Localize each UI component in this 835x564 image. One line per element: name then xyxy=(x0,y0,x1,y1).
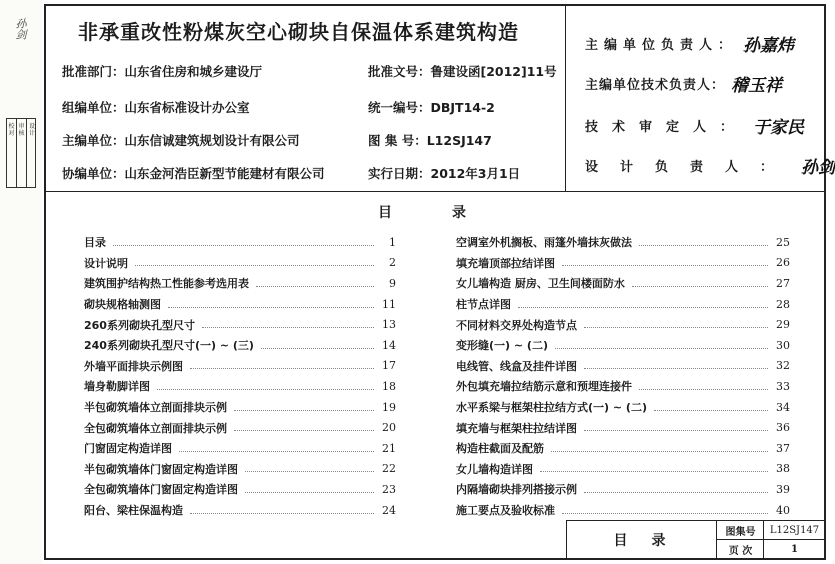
toc-item-title: 水平系梁与框架柱拉结方式(一) ~ (二) xyxy=(456,399,650,415)
toc-heading: 目录 xyxy=(378,205,526,221)
title-block-name: 目录 xyxy=(567,521,717,558)
toc-item[interactable] xyxy=(456,253,790,274)
toc-item-title: 墙身勒脚详图 xyxy=(84,378,153,394)
toc-leader xyxy=(256,286,374,287)
toc-item-page: 36 xyxy=(776,421,790,435)
atlas-number: 图 集 号：L12SJ147 xyxy=(368,133,492,148)
toc-item-page: 32 xyxy=(776,359,790,373)
toc-leader xyxy=(654,410,768,411)
toc-item-title: 电线管、线盒及挂件详图 xyxy=(456,358,580,374)
toc-item-title: 设计说明 xyxy=(84,255,131,271)
toc-item-title: 半包砌筑墙体立剖面排块示例 xyxy=(84,399,230,415)
toc-leader xyxy=(157,389,374,390)
toc-item[interactable] xyxy=(84,376,396,397)
toc-item-page: 20 xyxy=(382,421,396,435)
toc-item[interactable] xyxy=(84,335,396,356)
toc-item-page: 33 xyxy=(776,379,790,393)
responsible-label: 主编单位技术负责人： xyxy=(585,77,726,93)
toc-leader xyxy=(584,492,768,493)
toc-item-title: 女儿墙构造详图 xyxy=(456,461,536,477)
toc-item[interactable] xyxy=(456,356,790,377)
binding-cell-design: 设计 xyxy=(28,123,35,137)
toc-leader xyxy=(632,286,768,287)
toc-item-page: 38 xyxy=(776,462,790,476)
toc-item[interactable] xyxy=(456,376,790,397)
toc-leader xyxy=(234,410,374,411)
responsible-signature: 孙嘉炜 xyxy=(743,35,795,56)
toc-item-page: 22 xyxy=(382,462,396,476)
toc-item-page: 2 xyxy=(389,256,396,270)
toc-item[interactable] xyxy=(456,294,790,315)
toc-item[interactable] xyxy=(456,459,790,480)
toc-leader xyxy=(113,245,374,246)
toc-item-page: 40 xyxy=(776,503,790,517)
binding-cell-review: 审核 xyxy=(17,119,27,187)
toc-item[interactable] xyxy=(84,438,396,459)
toc-leader xyxy=(190,513,374,514)
toc-item-page: 17 xyxy=(382,359,396,373)
toc-item-page: 30 xyxy=(776,338,790,352)
toc-item[interactable] xyxy=(456,479,790,500)
toc-leader xyxy=(190,368,374,369)
toc-item[interactable] xyxy=(456,438,790,459)
toc-leader xyxy=(518,307,768,308)
toc-left-column xyxy=(84,232,396,520)
toc-item-page: 9 xyxy=(389,276,396,290)
toc-leader xyxy=(261,348,374,349)
toc-item-title: 内隔墙砌块排列搭接示例 xyxy=(456,481,580,497)
header-info xyxy=(46,6,566,192)
responsible-signature: 于家民 xyxy=(753,117,805,138)
toc-item-title: 全包砌筑墙体门窗固定构造详图 xyxy=(84,481,241,497)
toc-leader xyxy=(584,430,768,431)
toc-item-title: 砌块规格轴测图 xyxy=(84,296,164,312)
toc-item-title: 空调室外机搁板、雨篷外墙抹灰做法 xyxy=(456,234,635,250)
toc-item-title: 填充墙与框架柱拉结详图 xyxy=(456,420,580,436)
toc-leader xyxy=(639,389,768,390)
chief-unit: 主编单位：山东信诚建筑规划设计有限公司 xyxy=(62,133,300,148)
toc-item[interactable] xyxy=(84,479,396,500)
toc-item[interactable] xyxy=(84,232,396,253)
org-unit: 组编单位：山东省标准设计办公室 xyxy=(62,100,250,115)
approval-dept: 批准部门：山东省住房和城乡建设厅 xyxy=(62,64,263,79)
toc-item-title: 全包砌筑墙体立剖面排块示例 xyxy=(84,420,230,436)
binding-signature: 孙剑 xyxy=(14,18,27,40)
toc-leader xyxy=(551,451,768,452)
responsible-signature: 孙剑 xyxy=(801,157,835,178)
toc-leader xyxy=(245,471,374,472)
toc-item-page: 39 xyxy=(776,482,790,496)
responsible-signature: 稽玉祥 xyxy=(731,75,783,96)
toc-item[interactable] xyxy=(456,232,790,253)
toc-item-page: 24 xyxy=(382,503,396,517)
responsible-row xyxy=(585,110,804,140)
toc-leader xyxy=(562,265,768,266)
toc-item-page: 13 xyxy=(382,318,396,332)
drawing-frame xyxy=(44,4,835,560)
toc-item-title: 260系列砌块孔型尺寸 xyxy=(84,317,198,333)
toc-item-title: 施工要点及验收标准 xyxy=(456,502,558,518)
unified-number: 统一编号：DBJT14-2 xyxy=(368,100,495,115)
toc-item-page: 34 xyxy=(776,400,790,414)
atlas-number-value: L12SJ147 xyxy=(769,524,820,536)
toc-item-title: 目录 xyxy=(84,234,109,250)
toc-leader xyxy=(234,430,374,431)
title-block xyxy=(566,520,824,558)
toc-item[interactable] xyxy=(456,417,790,438)
toc-leader xyxy=(135,265,374,266)
toc-leader xyxy=(245,492,374,493)
toc-item-title: 女儿墙构造 厨房、卫生间楼面防水 xyxy=(456,275,628,291)
toc-item-page: 37 xyxy=(776,441,790,455)
responsible-row xyxy=(585,28,794,58)
responsible-label: 主编单位负责人： xyxy=(585,37,738,53)
toc-item-page: 1 xyxy=(389,235,396,249)
toc-item-page: 25 xyxy=(776,235,790,249)
binding-cell-check: 校对 xyxy=(7,119,17,187)
toc-item[interactable] xyxy=(456,397,790,418)
responsible-row xyxy=(585,68,782,98)
toc-item-page: 26 xyxy=(776,256,790,270)
toc-item-title: 构造柱截面及配筋 xyxy=(456,440,547,456)
page-number-value: 1 xyxy=(791,543,798,555)
responsible-label: 设计负责人： xyxy=(585,159,796,175)
implementation-date: 实行日期：2012年3月1日 xyxy=(368,166,521,181)
toc-leader xyxy=(555,348,768,349)
toc-item-page: 28 xyxy=(776,297,790,311)
responsible-label: 技术审定人： xyxy=(585,119,748,135)
binding-signoff-box xyxy=(6,118,36,188)
toc-item-title: 半包砌筑墙体门窗固定构造详图 xyxy=(84,461,241,477)
toc-item-title: 240系列砌块孔型尺寸(一) ~ (三) xyxy=(84,337,257,353)
atlas-number-label: 图集号 xyxy=(725,526,756,538)
toc-item[interactable] xyxy=(456,335,790,356)
page-title: 非承重改性粉煤灰空心砌块自保温体系建筑构造 xyxy=(78,20,519,44)
toc-item[interactable] xyxy=(84,356,396,377)
toc-item-title: 变形缝(一) ~ (二) xyxy=(456,337,551,353)
toc-leader xyxy=(540,471,768,472)
toc-item[interactable] xyxy=(84,253,396,274)
header-block xyxy=(46,6,835,192)
toc-item-page: 14 xyxy=(382,338,396,352)
toc-item-title: 填充墙顶部拉结详图 xyxy=(456,255,558,271)
toc-item[interactable] xyxy=(84,417,396,438)
toc-item[interactable] xyxy=(84,397,396,418)
responsible-row xyxy=(585,150,835,180)
approval-doc: 批准文号：鲁建设函[2012]11号 xyxy=(368,64,557,79)
toc-leader xyxy=(584,327,768,328)
co-unit: 协编单位：山东金河浩臣新型节能建材有限公司 xyxy=(62,166,325,181)
toc-item[interactable] xyxy=(84,294,396,315)
toc-item-title: 柱节点详图 xyxy=(456,296,514,312)
toc-item-title: 建筑围护结构热工性能参考选用表 xyxy=(84,275,252,291)
responsibles-block xyxy=(567,6,835,192)
toc-item[interactable] xyxy=(84,273,396,294)
toc-item-page: 29 xyxy=(776,318,790,332)
toc-item[interactable] xyxy=(456,314,790,335)
toc-leader xyxy=(179,451,374,452)
toc-leader xyxy=(202,327,374,328)
toc-item[interactable] xyxy=(456,500,790,521)
toc-right-column xyxy=(456,232,790,520)
toc-item-title: 外包填充墙拉结筋示意和预埋连接件 xyxy=(456,378,635,394)
toc-item-title: 外墙平面排块示例图 xyxy=(84,358,186,374)
toc-leader xyxy=(168,307,374,308)
toc-leader xyxy=(562,513,768,514)
toc-item[interactable] xyxy=(84,459,396,480)
toc-item-page: 18 xyxy=(382,379,396,393)
page-number-label: 页 次 xyxy=(728,545,753,557)
toc-item-page: 11 xyxy=(382,297,396,311)
toc-item-title: 阳台、梁柱保温构造 xyxy=(84,502,186,518)
toc-item[interactable] xyxy=(456,273,790,294)
toc-item-page: 19 xyxy=(382,400,396,414)
toc-item-title: 门窗固定构造详图 xyxy=(84,440,175,456)
toc-item-page: 27 xyxy=(776,276,790,290)
toc-leader xyxy=(639,245,768,246)
toc-item-page: 21 xyxy=(382,441,396,455)
toc-leader xyxy=(584,368,768,369)
binding-strip xyxy=(0,0,42,564)
toc-item[interactable] xyxy=(84,314,396,335)
toc-item-page: 23 xyxy=(382,482,396,496)
toc-item[interactable] xyxy=(84,500,396,521)
toc-item-title: 不同材料交界处构造节点 xyxy=(456,317,580,333)
